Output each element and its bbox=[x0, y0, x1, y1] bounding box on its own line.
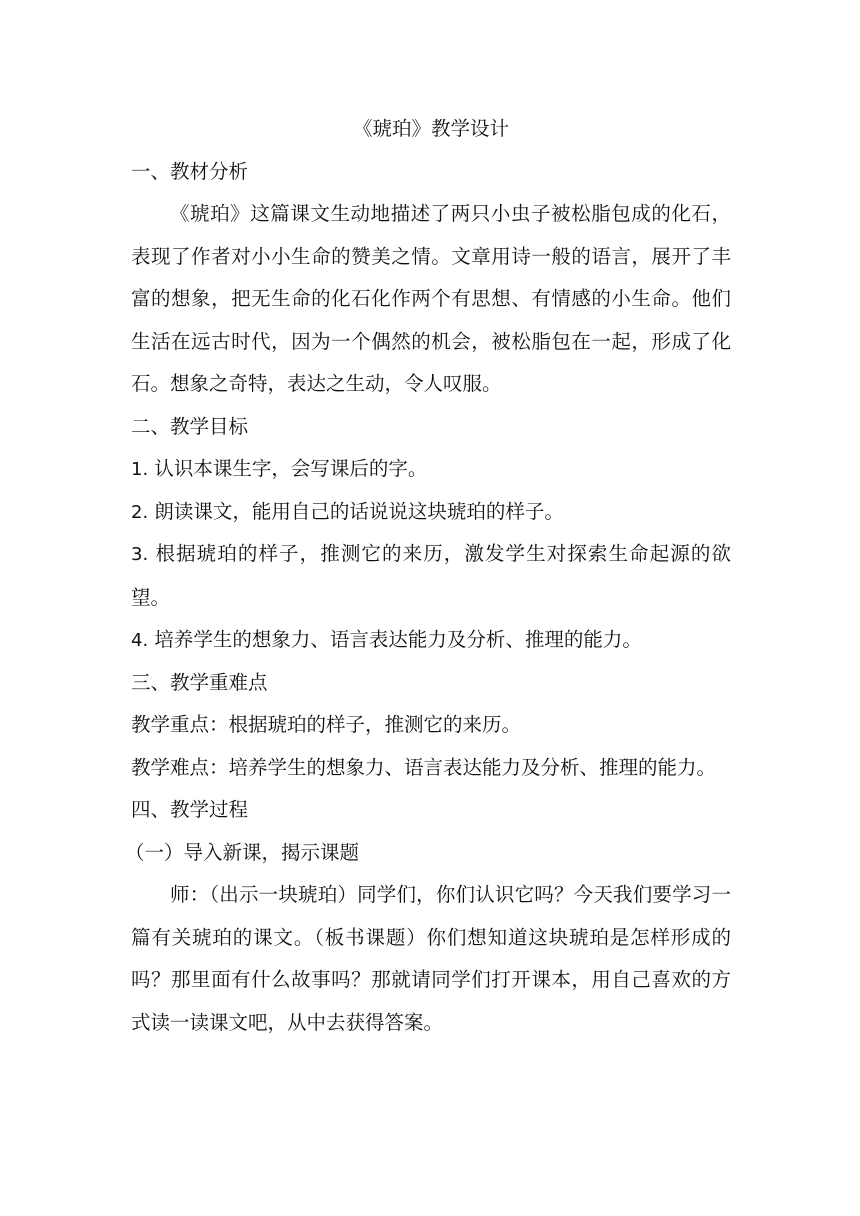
objective-item-3 bbox=[131, 533, 731, 619]
objective-text: 根据琥珀的样子，推测它的来历，激发学生对探索生命起源的欲望。 bbox=[131, 542, 731, 609]
objective-number: 3. bbox=[131, 544, 149, 565]
document-title: 《琥珀》教学设计 bbox=[352, 117, 509, 140]
document-page bbox=[125, 108, 731, 1044]
section-heading-process: 四、教学过程 bbox=[131, 798, 249, 821]
section-heading-analysis: 一、教材分析 bbox=[131, 159, 249, 183]
process-paragraph: 师：（出示一块琥珀）同学们，你们认识它吗？今天我们要学习一篇有关琥珀的课文。（板书课题）你们想知道这块琥珀是怎样形成的吗？那里面有什么故事吗？那就请同学们打开课本，用自己喜欢的方式读一读课文吧，从中去获得答案。 bbox=[131, 883, 731, 1034]
section-heading-objectives: 二、教学目标 bbox=[131, 414, 249, 438]
objective-text: 朗读课文，能用自己的话说说这块琥珀的样子。 bbox=[154, 499, 564, 523]
objective-number: 2. bbox=[131, 501, 149, 523]
key-point-text: 教学重点：根据琥珀的样子，推测它的来历。 bbox=[131, 713, 522, 736]
objective-number: 4. bbox=[131, 630, 149, 651]
section-heading-key-points: 三、教学重难点 bbox=[131, 670, 268, 694]
process-subheading: （一）导入新课，揭示课题 bbox=[125, 840, 360, 864]
objective-text: 培养学生的想象力、语言表达能力及分析、推理的能力。 bbox=[154, 628, 642, 651]
analysis-paragraph: 《琥珀》这篇课文生动地描述了两只小虫子被松脂包成的化石，表现了作者对小小生命的赞美之情。文章用诗一般的语言，展开了丰富的想象，把无生命的化石化作两个有思想、有情感的小生命。他们生活在远古时代，因为一个偶然的机会，被松脂包在一起，形成了化石。想象之奇特，表达之生动，令人叹服。 bbox=[131, 202, 731, 395]
objective-number: 1. bbox=[131, 459, 149, 480]
objective-item-4 bbox=[131, 619, 731, 662]
difficult-point-text: 教学难点：培养学生的想象力、语言表达能力及分析、推理的能力。 bbox=[131, 755, 717, 779]
objective-item-1 bbox=[131, 448, 731, 491]
objective-text: 认识本课生字，会写课后的字。 bbox=[154, 457, 428, 480]
objective-item-2 bbox=[131, 491, 731, 534]
